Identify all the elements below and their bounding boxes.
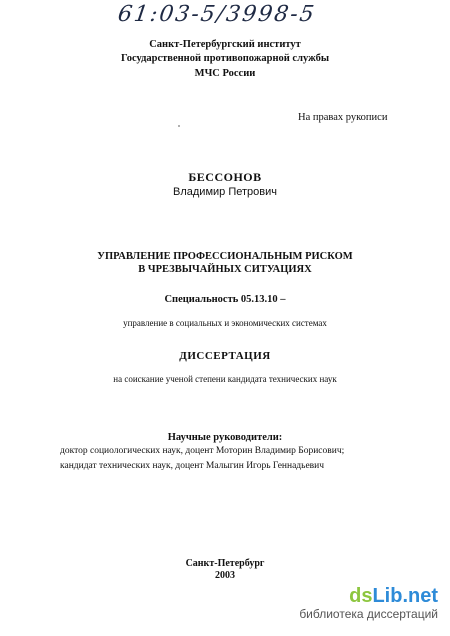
watermark-caption: библиотека диссертаций (299, 607, 438, 621)
watermark-logo (299, 585, 438, 607)
watermark (299, 585, 438, 621)
supervisor-2: кандидат технических наук, доцент Малыгин Игорь Геннадьевич (60, 461, 325, 471)
institution-line-3: МЧС России (194, 68, 256, 79)
scan-speck (178, 125, 180, 127)
specialty-description: управление в социальных и экономических системах (123, 318, 327, 328)
degree-line: на соискание ученой степени кандидата технических наук (113, 374, 337, 384)
specialty-code: Специальность 05.13.10 – (164, 294, 286, 305)
author-surname: БЕССОНОВ (188, 170, 262, 184)
watermark-logo-ds: ds (349, 585, 373, 607)
author-name: Владимир Петрович (173, 186, 277, 198)
work-type: ДИССЕРТАЦИЯ (179, 350, 271, 362)
year: 2003 (215, 570, 235, 581)
institution-line-1: Санкт-Петербургский институт (149, 39, 301, 50)
handwritten-catalog-number: 61:03-5/3998-5 (116, 2, 318, 27)
city: Санкт-Петербург (185, 558, 265, 569)
rights-note: На правах рукописи (298, 112, 388, 123)
watermark-logo-lib: Lib.net (372, 585, 438, 607)
thesis-title-line-2: В ЧРЕЗВЫЧАЙНЫХ СИТУАЦИЯХ (138, 264, 312, 275)
supervisors-heading: Научные руководители: (167, 432, 283, 443)
supervisor-1: доктор социологических наук, доцент Моторин Владимир Борисович; (60, 446, 345, 456)
institution-line-2: Государственной противопожарной службы (120, 53, 330, 64)
thesis-title-line-1: УПРАВЛЕНИЕ ПРОФЕССИОНАЛЬНЫМ РИСКОМ (97, 251, 353, 262)
